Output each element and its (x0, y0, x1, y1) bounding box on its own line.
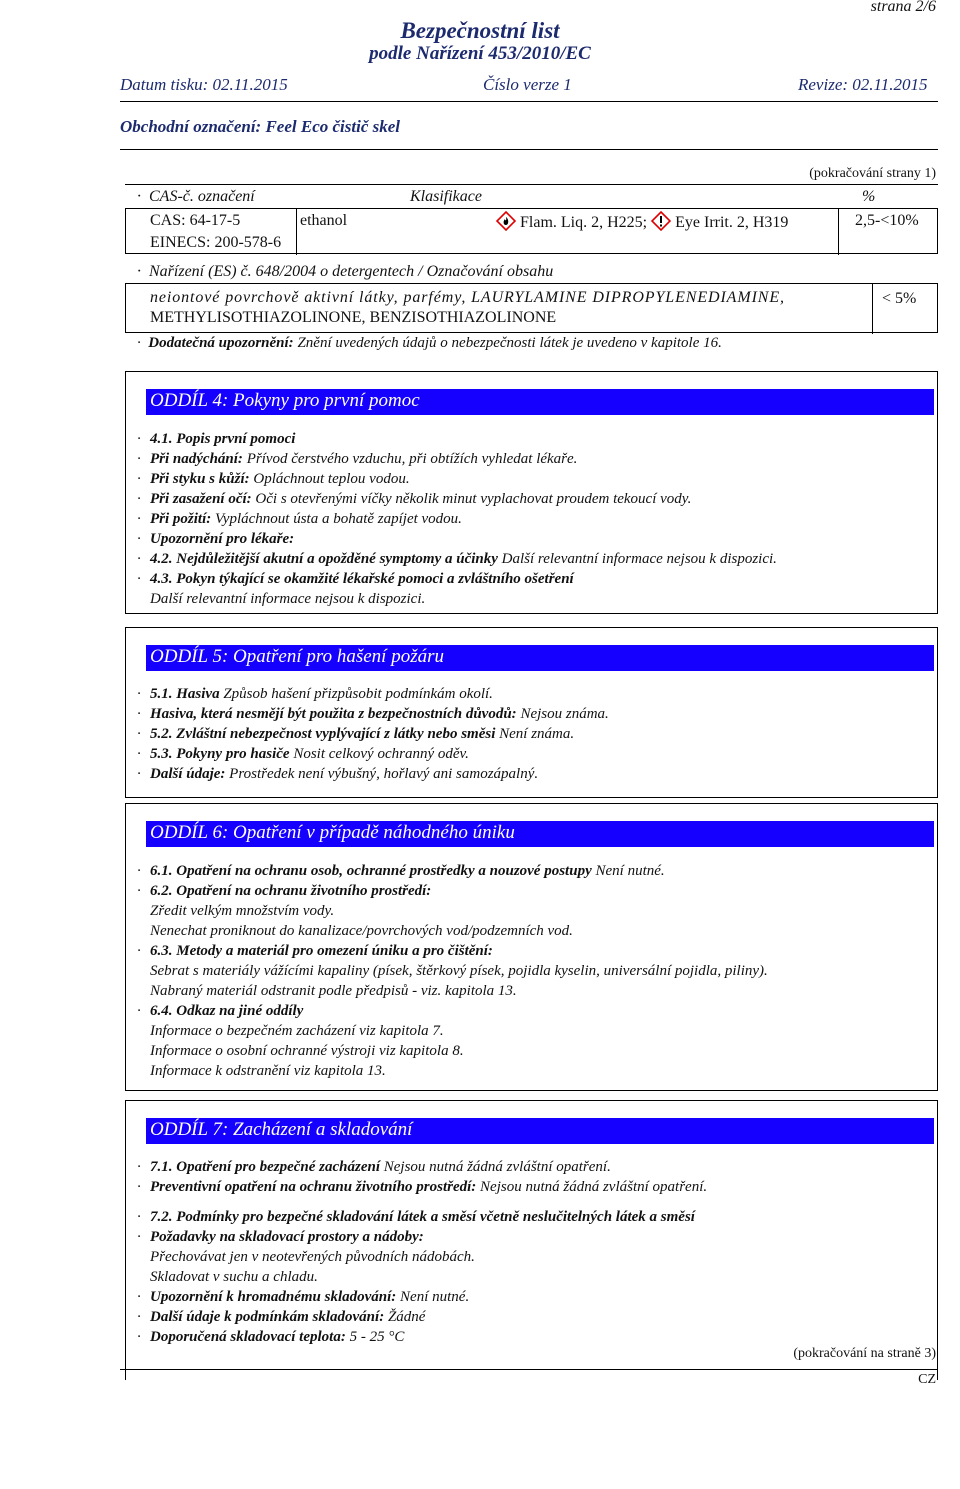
s4-line-6: · Upozornění pro lékaře: (137, 531, 295, 547)
s4-line-4: · Při zasažení očí: Oči s otevřenými víčky několik minut vyplachovat proudem tekoucí vody. (137, 491, 692, 507)
col-cas-header: · CAS-č. označení (137, 188, 255, 205)
detergent-line-1: neiontové povrchově aktivní látky, parfémy, LAURYLAMINE DIPROPYLENEDIAMINE, (150, 289, 785, 306)
version-number: Číslo verze 1 (483, 75, 572, 94)
s5-line-2: · Hasiva, která nesmějí být použita z bezpečnostních důvodů: Nejsou známa. (137, 706, 609, 722)
s6-line-5: · 6.3. Metody a materiál pro omezení úniku a pro čištění: (137, 943, 493, 959)
s4-line-9: Další relevantní informace nejsou k dispozici. (150, 591, 426, 607)
s7-line-8: · Další údaje k podmínkám skladování: Žádné (137, 1309, 426, 1325)
page-number: strana 2/6 (870, 0, 936, 15)
classification: Flam. Liq. 2, H225; Eye Irrit. 2, H319 (496, 211, 788, 233)
col-pct-header: % (862, 188, 876, 205)
detergent-title: · Nařízení (ES) č. 648/2004 o detergentech / Označování obsahu (137, 263, 554, 280)
col-class-header: Klasifikace (410, 188, 482, 205)
section-5-header: ODDÍL 5: Opatření pro hašení požáru (146, 645, 934, 671)
print-date: Datum tisku: 02.11.2015 (120, 75, 288, 94)
s5-line-4: · 5.3. Pokyny pro hasiče Nosit celkový ochranný oděv. (137, 746, 469, 762)
s4-line-7: · 4.2. Nejdůležitější akutní a opožděné symptomy a účinky Další relevantní informace nejsou k dispozici. (137, 551, 777, 567)
s5-line-5: · Další údaje: Prostředek není výbušný, hořlavý ani samozápalný. (137, 766, 539, 782)
einecs-number: EINECS: 200-578-6 (150, 234, 282, 251)
table-top-line (125, 184, 938, 185)
document-title: Bezpečnostní list (400, 18, 560, 43)
s6-line-7: Nabraný materiál odstranit podle předpisů - viz. kapitola 13. (150, 983, 517, 999)
s6-line-10: Informace o osobní ochranné výstroji viz kapitola 8. (150, 1043, 464, 1059)
section-7-header: ODDÍL 7: Zacházení a skladování (146, 1118, 934, 1144)
substance-name: ethanol (300, 212, 348, 229)
s6-line-1: · 6.1. Opatření na ochranu osob, ochranné prostředky a nouzové postupy Není nutné. (137, 863, 665, 879)
trade-divider (120, 149, 938, 150)
detergent-percent: < 5% (882, 290, 917, 307)
s6-line-8: · 6.4. Odkaz na jiné oddíly (137, 1003, 304, 1019)
s7-line-1: · 7.1. Opatření pro bezpečné zacházení Nejsou nutná žádná zvláštní opatření. (137, 1159, 611, 1175)
s6-line-3: Zředit velkým množstvím vody. (150, 903, 335, 919)
s5-line-1: · 5.1. Hasiva Způsob hašení přizpůsobit podmínkám okolí. (137, 686, 493, 702)
s7-line-6: Skladovat v suchu a chladu. (150, 1269, 318, 1285)
section-4-header: ODDÍL 4: Pokyny pro první pomoc (146, 389, 934, 415)
s7-line-2: · Preventivní opatření na ochranu životního prostředí: Nejsou nutná žádná zvláštní opatření. (137, 1179, 708, 1195)
s7-line-5: Přechovávat jen v neotevřených původních nádobách. (150, 1249, 475, 1265)
s4-line-5: · Při požití: Vypláchnout ústa a bohatě zapíjet vodou. (137, 511, 462, 527)
flame-hazard-icon (496, 211, 516, 231)
s7-line-7: · Upozornění k hromadnému skladování: Není nutné. (137, 1289, 470, 1305)
header-divider (120, 101, 938, 102)
s6-line-4: Nenechat proniknout do kanalizace/povrchových vod/podzemních vod. (150, 923, 573, 939)
s6-line-9: Informace o bezpečném zacházení viz kapitola 7. (150, 1023, 444, 1039)
exclamation-hazard-icon (651, 211, 671, 231)
substance-percent: 2,5-<10% (855, 212, 919, 229)
s6-line-11: Informace k odstranění viz kapitola 13. (150, 1063, 386, 1079)
s5-line-3: · 5.2. Zvláštní nebezpečnost vyplývající z látky nebo směsi Není známa. (137, 726, 575, 742)
footer-divider (120, 1369, 938, 1370)
s7-line-3: · 7.2. Podmínky pro bezpečné skladování látek a směsí včetně neslučitelných látek a směsí (137, 1209, 695, 1225)
additional-note: · Dodatečná upozornění: Znění uvedených údajů o nebezpečnosti látek je uvedeno v kapitole 16. (137, 335, 722, 351)
s7-line-9: · Doporučená skladovací teplota: 5 - 25 °C (137, 1329, 405, 1345)
trade-name: Obchodní označení: Feel Eco čistič skel (120, 117, 401, 136)
s7-line-4: · Požadavky na skladovací prostory a nádoby: (137, 1229, 424, 1245)
revision-date: Revize: 02.11.2015 (798, 75, 928, 94)
s6-line-6: Sebrat s materiály vážícími kapaliny (písek, štěrkový písek, pojidla kyselin, universální pojidla, piliny). (150, 963, 768, 979)
s4-line-8: · 4.3. Pokyn týkající se okamžité lékařské pomoci a zvláštního ošetření (137, 571, 574, 587)
s4-line-1: · 4.1. Popis první pomoci (137, 431, 296, 447)
s4-line-2: · Při nadýchání: Přívod čerstvého vzduchu, při obtížích vyhledat lékaře. (137, 451, 578, 467)
document-subtitle: podle Nařízení 453/2010/EC (369, 43, 591, 64)
continued-note: (pokračování na straně 3) (793, 1346, 936, 1361)
continuation-note: (pokračování strany 1) (809, 166, 936, 181)
s6-line-2: · 6.2. Opatření na ochranu životního prostředí: (137, 883, 432, 899)
language-code: CZ (918, 1372, 936, 1387)
s4-line-3: · Při styku s kůží: Opláchnout teplou vodou. (137, 471, 410, 487)
cas-number: CAS: 64-17-5 (150, 212, 241, 229)
section-6-header: ODDÍL 6: Opatření v případě náhodného úniku (146, 821, 934, 847)
detergent-line-2: METHYLISOTHIAZOLINONE, BENZISOTHIAZOLINONE (150, 309, 557, 326)
